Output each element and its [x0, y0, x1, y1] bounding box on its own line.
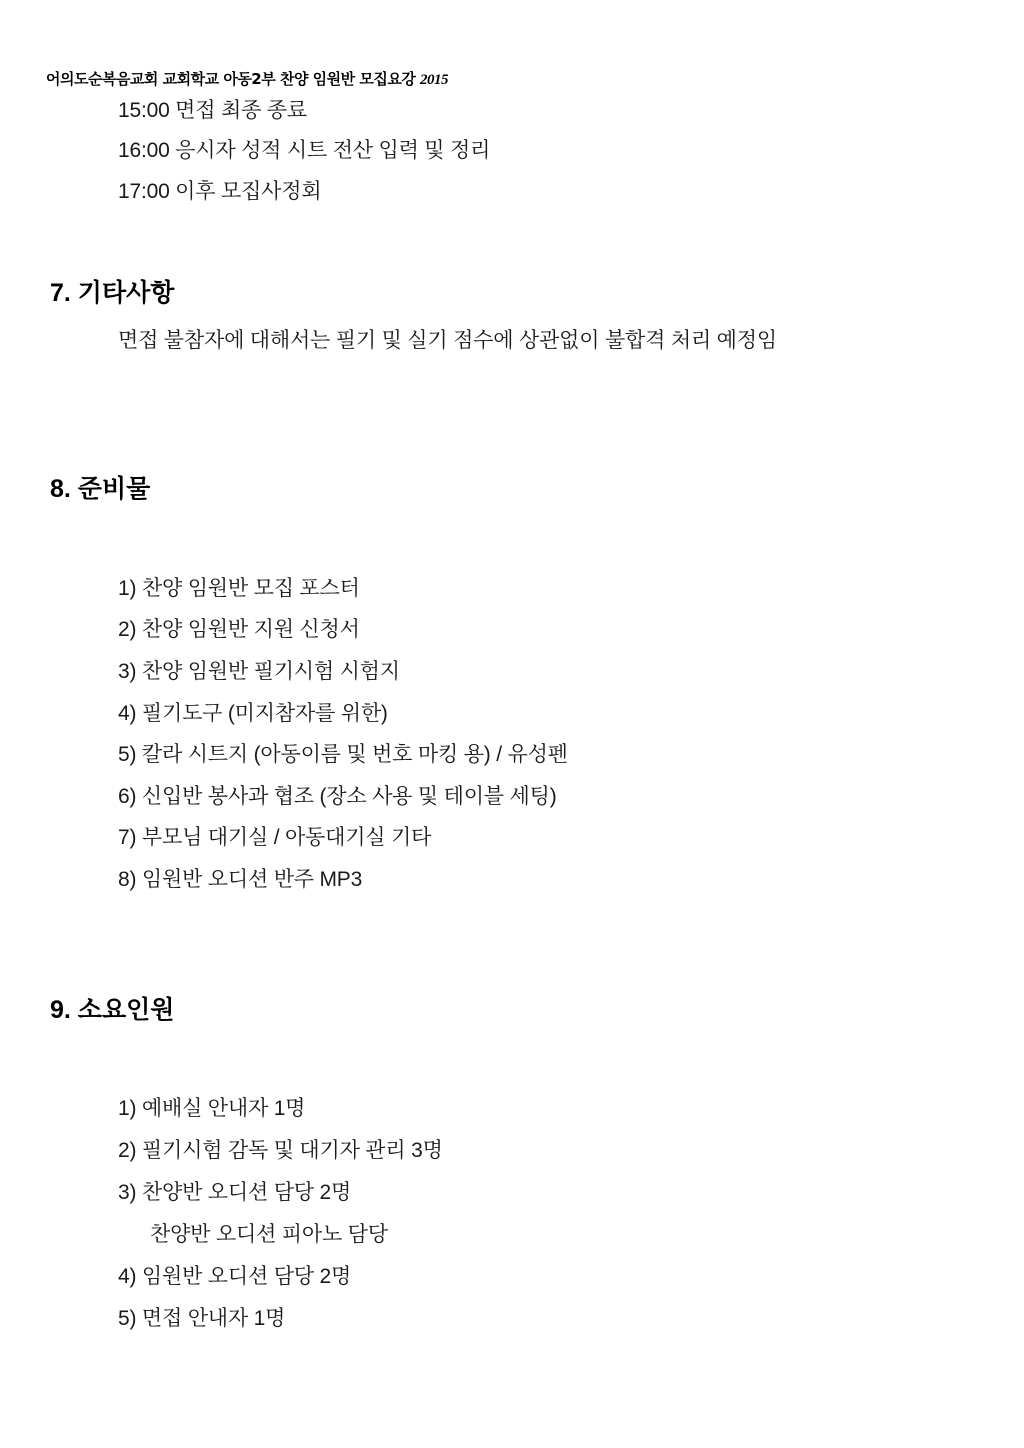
section-heading-9: 9. 소요인원: [50, 996, 175, 1024]
schedule-line: 15:00 면접 최종 종료: [118, 99, 307, 122]
list-item: 4) 필기도구 (미지참자를 위한): [118, 702, 388, 725]
list-item: 5) 칼라 시트지 (아동이름 및 번호 마킹 용) / 유성펜: [118, 743, 568, 766]
running-header-year: 2015: [420, 72, 449, 88]
running-header: [46, 68, 448, 89]
section-7-paragraph: 면접 불참자에 대해서는 필기 및 실기 점수에 상관없이 불합격 처리 예정임: [118, 329, 777, 352]
list-item: 2) 필기시험 감독 및 대기자 관리 3명: [118, 1139, 443, 1162]
list-item: 8) 임원반 오디션 반주 MP3: [118, 868, 363, 891]
list-item: 2) 찬양 임원반 지원 신청서: [118, 618, 360, 641]
schedule-line: 17:00 이후 모집사정회: [118, 180, 322, 203]
list-item: 3) 찬양 임원반 필기시험 시험지: [118, 660, 400, 683]
section-heading-7: 7. 기타사항: [50, 279, 175, 307]
list-item: 7) 부모님 대기실 / 아동대기실 기타: [118, 826, 432, 849]
list-item: 5) 면접 안내자 1명: [118, 1307, 286, 1330]
running-header-text: 어의도순복음교회 교회학교 아동2부 찬양 임원반 모집요강: [46, 70, 416, 88]
list-sub-item: 찬양반 오디션 피아노 담당: [150, 1223, 388, 1246]
list-item: 4) 임원반 오디션 담당 2명: [118, 1265, 352, 1288]
schedule-line: 16:00 응시자 성적 시트 전산 입력 및 정리: [118, 139, 491, 162]
list-item: 3) 찬양반 오디션 담당 2명: [118, 1181, 352, 1204]
section-heading-8: 8. 준비물: [50, 475, 151, 503]
list-item: 1) 찬양 임원반 모집 포스터: [118, 577, 360, 600]
list-item: 1) 예배실 안내자 1명: [118, 1097, 306, 1120]
list-item: 6) 신입반 봉사과 협조 (장소 사용 및 테이블 세팅): [118, 785, 557, 808]
